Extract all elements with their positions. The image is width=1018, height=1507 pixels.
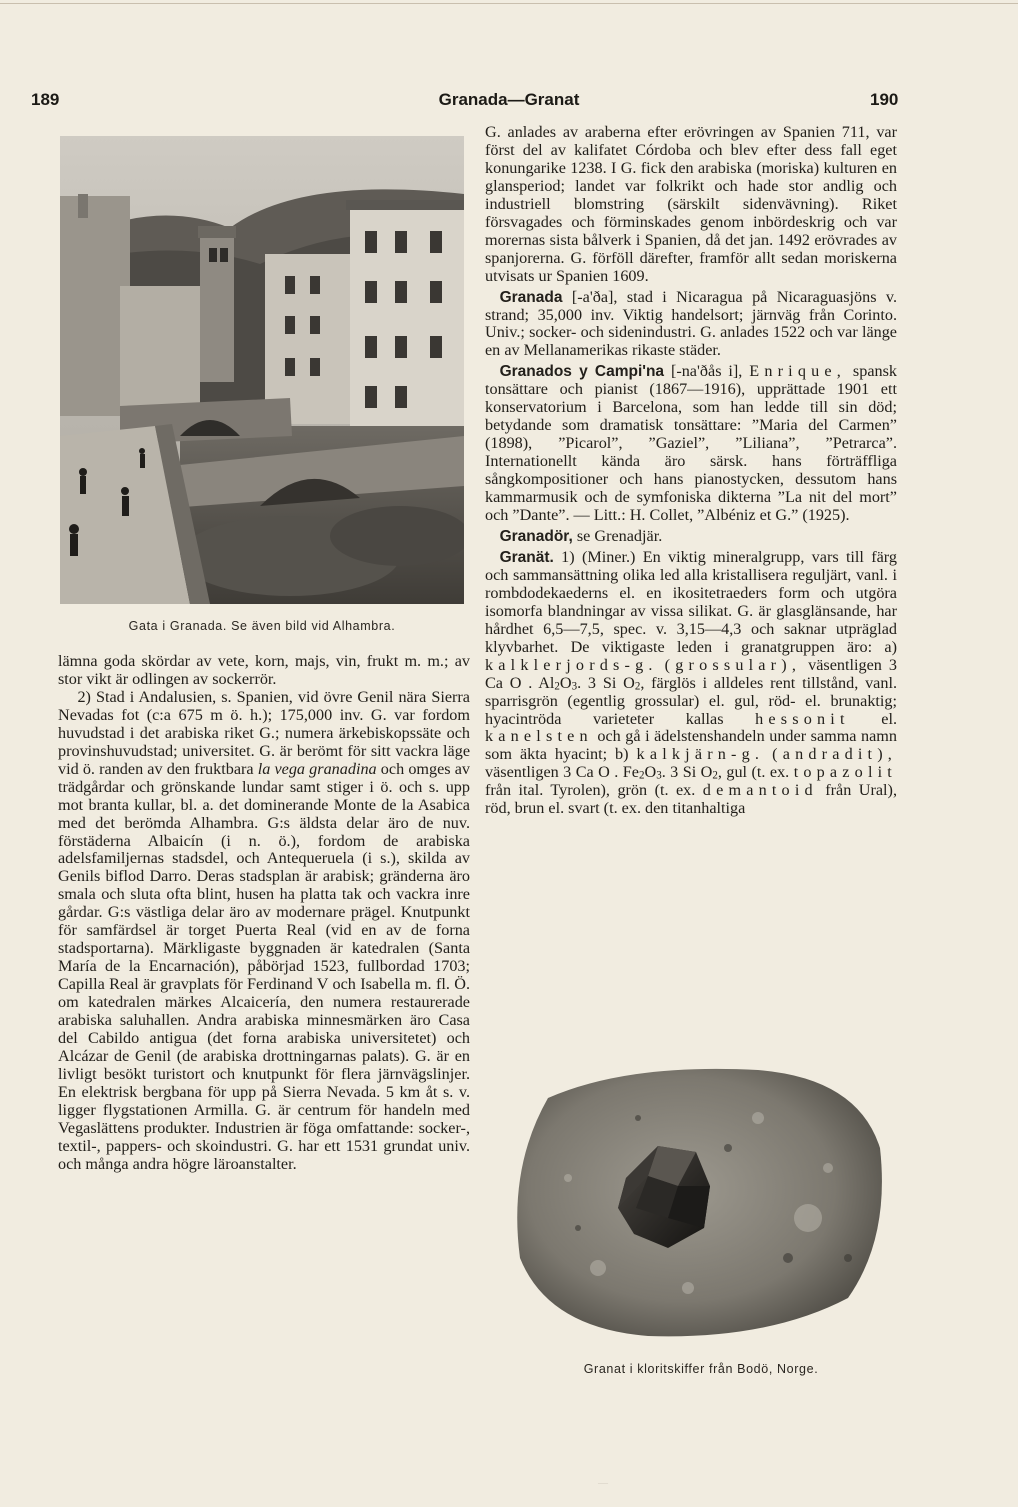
paragraph-crops: lämna goda skördar av vete, korn, majs, vin, frukt m. m.; av stor vikt är odlingen av sockerrör. <box>58 652 470 688</box>
spaced-term: (andradit), <box>772 745 898 764</box>
entry-text: O <box>559 673 572 692</box>
spaced-term: kalklerjords-g. <box>485 655 658 674</box>
subscript: 3 <box>656 770 662 782</box>
entry-headword: Granada <box>499 288 563 306</box>
vega-granadina-italic: la vega granadina <box>257 759 377 778</box>
paragraph-city-granada <box>58 689 470 1174</box>
spaced-term: hessonit <box>755 709 850 728</box>
spaced-term: demantoid <box>702 781 818 800</box>
spaced-term: kanelsten <box>485 727 593 746</box>
entry-pronunciation: [-na'ðås i], <box>670 362 743 381</box>
running-title: Granada—Granat <box>438 90 580 109</box>
city-text-a: 2) Stad i Andalusien, s. Spanien, vid övre Genil nära Sierra Nevadas fot (c:a 675 m ö. h.); 175,000 inv. G. var fordom huvudstad i det arabiska riket G.; numera ärkebiskopssäte och provinshuvudstad; universitet. G. är berömt för sitt vackra läge vid ö. randen av den fruktbara <box>58 687 470 778</box>
subscript: 2 <box>554 680 560 693</box>
entry-text: O <box>644 763 657 782</box>
entry-text: och gå i ädelstenshandeln under samma namn som äkta hyacint; b) <box>485 727 897 764</box>
entry-granados <box>485 363 897 525</box>
entry-text: från Ural), röd, brun el. svart (t. ex. den titanhaltiga <box>485 781 897 818</box>
city-text-b: och omges av trädgårdar och grönskande lundar samt stiger i ö. och s. upp mot branta kullar, bl. a. det dominerande Monte de la Asabica med det berömda Alhambra. G:s äldsta delar äro de nuv. förstäderna Albaicín (i n. ö.), fordom de arabiska adelsfamiljernas stadsdel, och Antequeruela (i s.), skilda av Genils biflod Darro. Deras stadsplan är arabisk; gränderna äro smala och sluta ofta blint, husen ha platta tak och vackra inre gårdar. G:s västliga delar äro av modernare prägel. Knutpunkt för samfärdsel är torget Puerta Real (vid en av de forna stadsportarna). Märkligaste byggnaden är katedralen (Santa María de la Encarnación), påbörjad 1523, fullbordad 1703; Capilla Real är gravplats för Ferdinand V och Isabella m. fl. Ö. om katedralen märkes Alcaicería, den numera restaurerade arabiska saluhallen. Andra arabiska minnesmärken äro Casa del Cabildo antigua (det forna arabiska universitetet) och Alcázar de Genil (de arabiska drottningarnas palats). G. är en livligt besökt turistort och knutpunkt för flera järnvägslinjer. En elektrisk bergbana för upp på Sierra Nevada. 5 km åt s. v. ligger flygstationen Armilla. G. är centrum för handeln med Vegaslättens produkter. Industrien är föga omfattande: socker-, textil-, pappers- och skoindustri. G. har ett 1531 grundat univ. och många andra högre läroanstalter. <box>58 759 471 1173</box>
left-column <box>58 653 470 1174</box>
entry-text: spansk tonsättare och pianist (1867—1916), upprättade 1901 ett konservatorium i Barcelona, som han ledde till sin död; betydande som dramatisk tonsättare: ”Maria del Carmen” (1898), ”Picarol”, ”Gaziel”, ”Liliana”, ”Petrarca”. Internationellt kända äro särsk. hans förträffliga sångkompositioner och hans pianostycken, dessutom hans kammarmusik och de symfoniska dikterna ”La nit del mort” och ”Dante”. — Litt.: H. Collet, ”Albéniz et G.” (1925). <box>485 362 897 525</box>
garnet-mineral-photo <box>508 1058 890 1342</box>
garnet-photo-drawing <box>508 1058 890 1342</box>
spaced-term: topazolit <box>793 763 897 782</box>
entry-text: 1) (Miner.) En viktig mineralgrupp, vars till färg och sammansättning olika led alla kristallisera reguljärt, vanl. i rombdodekaederns el. en ikositetraeders form och utgöra isomorfa blandningar av vissa silikat. G. är glasglänsande, har hårdhet 6,5—7,5, spec. v. 3,15—4,3 och saknar utpräglad klyvbarhet. De viktigaste leden i granatgruppen äro: a) <box>485 547 898 656</box>
entry-granador <box>485 528 897 546</box>
paragraph-history: G. anlades av araberna efter erövringen av Spanien 711, var först del av kalifatet Córdoba och blev efter dess fall eget konungarike 1238. I G. fick den arabiska (moriska) kulturen en glansperiod; landet var folkrikt och hade stor andlig och industriell blomstring (särskilt sidenvävning). Riket försvagades och förminskades genom inbördeskrig och var morernas sista bålverk i Spanien, då det jan. 1492 erövrades av spanjorerna. G. förföll därefter, framför allt sedan moriskerna utvisats ur Spanien 1609. <box>485 123 897 285</box>
subscript: 2 <box>638 770 645 782</box>
garnet-photo-caption: Granat i kloritskiffer från Bodö, Norge. <box>583 1362 819 1376</box>
entry-text: se Grenadjär. <box>576 526 663 545</box>
entry-spaced-name: Enrique, <box>749 362 847 381</box>
faint-stamp: — <box>598 1478 608 1489</box>
subscript: 3 <box>571 680 578 693</box>
entry-text: el. <box>881 709 897 728</box>
entry-granat <box>485 549 897 818</box>
street-photo-drawing <box>60 136 464 604</box>
entry-text: väsentligen 3 Ca O . Fe <box>485 763 639 782</box>
entry-text: , färglös i alldeles rent tillstånd, vanl. sparrisgrön (egentlig grossular) el. gul, röd- el. brunaktig; hyacintröda varieteter kallas <box>485 673 897 728</box>
entry-text: , gul (t. ex. <box>717 763 790 782</box>
entry-headword: Granät. <box>499 548 554 566</box>
right-column <box>485 124 897 818</box>
entry-granada-nicaragua <box>485 289 897 361</box>
entry-text: väsentligen 3 Ca O . Al <box>485 655 897 692</box>
entry-text: . 3 Si O <box>661 763 713 782</box>
page-number-left: 189 <box>31 90 60 109</box>
entry-text: . 3 Si O <box>577 673 635 692</box>
entry-text: från ital. Tyrolen), grön (t. ex. <box>485 781 696 800</box>
entry-text: [-a'ða], stad i Nicaragua på Nicaraguasjöns v. strand; 35,000 inv. Viktig handelsort; järnväg från Corinto. Univ.; socker- och sidenindustri. G. anlades 1522 och var länge en av Mellanamerikas rikaste städer. <box>485 287 897 360</box>
subscript: 2 <box>712 770 718 782</box>
granada-street-photo <box>60 136 464 604</box>
subscript: 2 <box>634 680 641 693</box>
entry-headword: Granadör, <box>499 527 573 545</box>
street-photo-caption: Gata i Granada. Se även bild vid Alhambra. <box>128 619 396 633</box>
entry-headword: Granados y Campi'na <box>499 363 665 381</box>
page-number-right: 190 <box>870 90 899 109</box>
spaced-term: (grossular), <box>664 655 802 674</box>
top-rule <box>0 3 1018 4</box>
spaced-term: kalkjärn-g. <box>636 745 765 764</box>
